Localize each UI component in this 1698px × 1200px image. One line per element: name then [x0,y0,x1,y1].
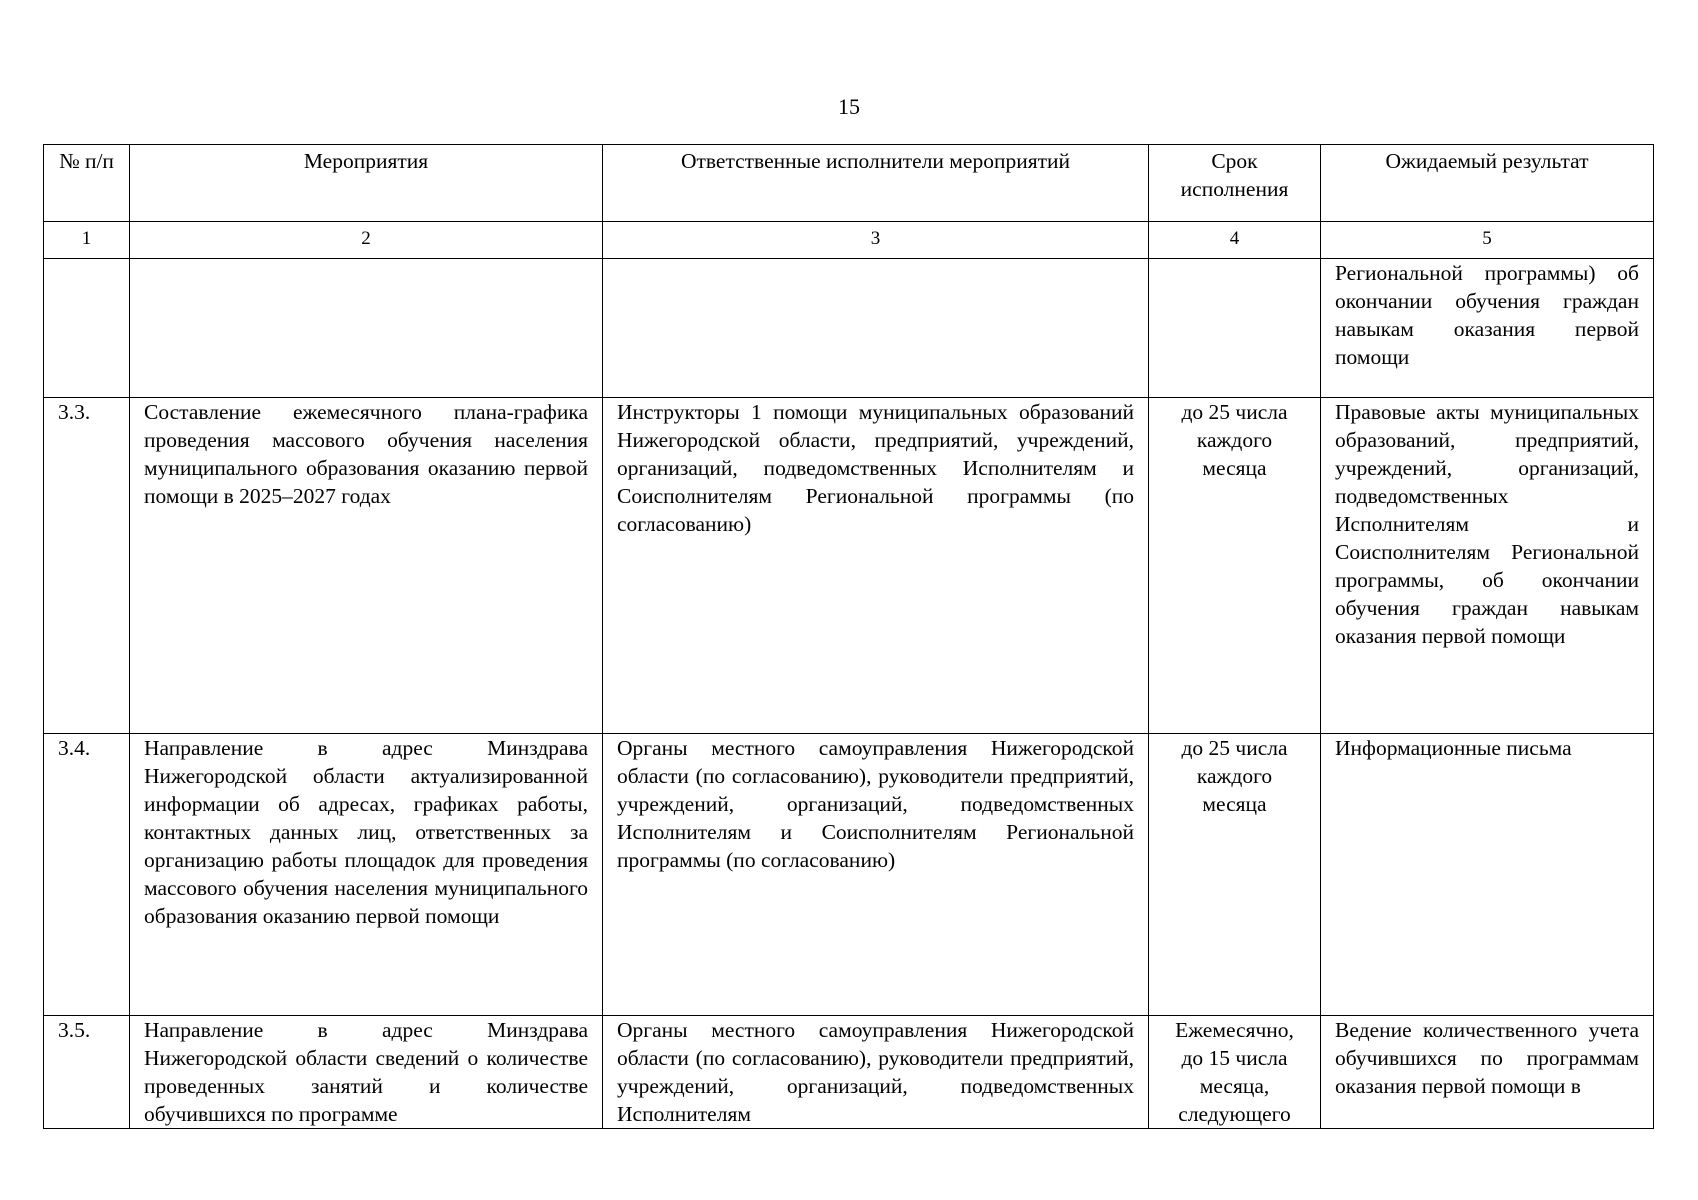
activity-cell: Направление в адрес Минздрава Нижегородской области сведений о количестве проведенных занятий и количестве обучившихся по программе [130,1016,603,1129]
row-number: 3.3. [44,398,130,734]
deadline-cell: до 25 числа каждого месяца [1149,398,1321,734]
column-number: 2 [130,222,603,259]
header-number: № п/п [44,145,130,222]
activity-cell: Составление ежемесячного плана-графика проведения массового обучения населения муниципального образования оказанию первой помощи в 2025–2027 годах [130,398,603,734]
result-cell: Правовые акты муниципальных образований, предприятий, учреждений, организаций, подведомственных Исполнителям и Соисполнителям Региональной программы, об окончании обучения граждан навыкам оказания первой помощи [1321,398,1654,734]
column-number: 4 [1149,222,1321,259]
executors-cell: Органы местного самоуправления Нижегородской области (по согласованию), руководители предприятий, учреждений, организаций, подведомственных Исполнителям [603,1016,1149,1129]
row-number: 3.4. [44,734,130,1016]
activity-cell: Направление в адрес Минздрава Нижегородской области актуализированной информации об адресах, графиках работы, контактных данных лиц, ответственных за организацию работы площадок для проведения массового обучения населения муниципального образования оказанию первой помощи [130,734,603,1016]
header-activities: Мероприятия [130,145,603,222]
activity-cell [130,259,603,398]
header-executors: Ответственные исполнители мероприятий [603,145,1149,222]
header-result: Ожидаемый результат [1321,145,1654,222]
column-number: 1 [44,222,130,259]
deadline-cell [1149,259,1321,398]
column-number: 3 [603,222,1149,259]
result-cell: Ведение количественного учета обучившихся по программам оказания первой помощи в [1321,1016,1654,1129]
row-number: 3.5. [44,1016,130,1129]
table-header-row [44,145,1654,222]
row-number [44,259,130,398]
page-number: 15 [838,94,860,119]
table-row-continuation [44,259,1654,398]
column-number-row [44,222,1654,259]
action-plan-table [43,144,1654,1129]
result-cell: Региональной программы) об окончании обучения граждан навыкам оказания первой помощи [1321,259,1654,398]
deadline-cell: до 25 числа каждого месяца [1149,734,1321,1016]
header-deadline: Срок исполнения [1149,145,1321,222]
executors-cell: Инструкторы 1 помощи муниципальных образований Нижегородской области, предприятий, учреждений, организаций, подведомственных Исполнителям и Соисполнителям Региональной программы (по согласованию) [603,398,1149,734]
deadline-cell: Ежемесячно, до 15 числа месяца, следующего [1149,1016,1321,1129]
executors-cell [603,259,1149,398]
table-row [44,398,1654,734]
table-row [44,734,1654,1016]
column-number: 5 [1321,222,1654,259]
table-row [44,1016,1654,1129]
result-cell: Информационные письма [1321,734,1654,1016]
executors-cell: Органы местного самоуправления Нижегородской области (по согласованию), руководители предприятий, учреждений, организаций, подведомственных Исполнителям и Соисполнителям Региональной программы (по согласованию) [603,734,1149,1016]
